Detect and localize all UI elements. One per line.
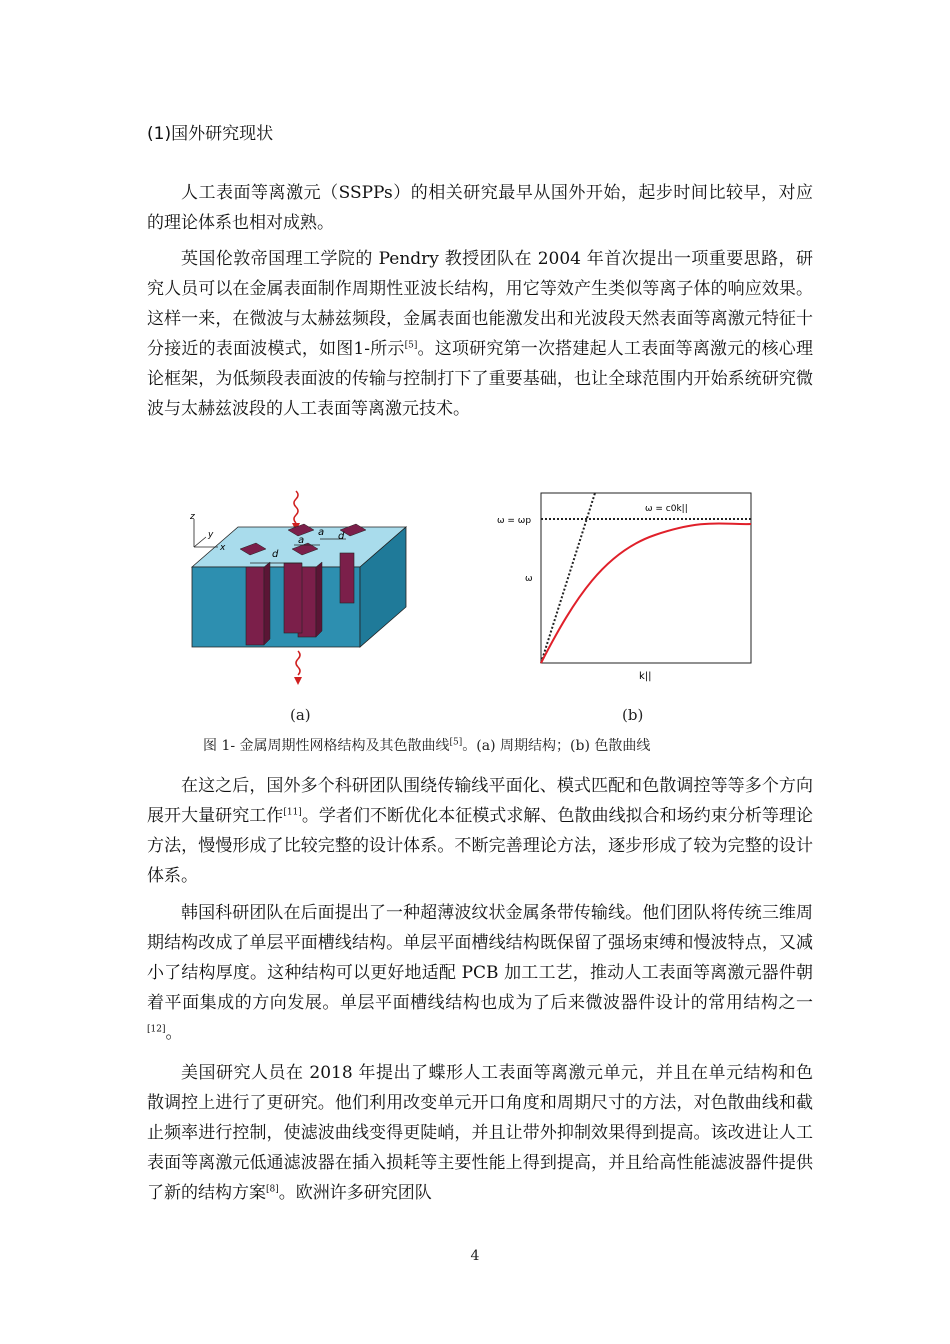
- paragraph-5: [147, 1058, 813, 1208]
- figure-label-b: (b): [622, 706, 644, 724]
- paragraph-2-text: 英国伦敦帝国理工学院的 Pendry 教授团队在 2004 年首次提出一项重要思路，研究人员可以在金属表面制作周期性亚波长结构，用它等效产生类似等离子体的响应效果。这样一来，在微波与太赫兹频段，金属表面也能激发出和光波段天然表面等离激元特征十分接近的表面波模式，如图1-所示: [147, 249, 813, 359]
- metal-pillar-side: [316, 562, 322, 637]
- wp-label: ω = ωp: [497, 516, 532, 526]
- citation-12: [12]: [147, 1024, 166, 1035]
- metal-pillar: [246, 567, 264, 645]
- axis-y-label: y: [208, 530, 214, 540]
- paragraph-4-tail: 。: [165, 1023, 183, 1043]
- arrow-down-icon: [294, 677, 302, 685]
- section-heading: (1)国外研究现状: [147, 124, 274, 144]
- paragraph-1-text: 人工表面等离激元（SSPPs）的相关研究最早从国外开始，起步时间比较早，对应的理论体系也相对成熟。: [147, 183, 813, 233]
- citation-8: [8]: [266, 1184, 279, 1195]
- citation-5: [5]: [404, 340, 418, 351]
- page-number: 4: [470, 1248, 480, 1264]
- label-d2: d: [338, 531, 345, 542]
- dielectric-front: [192, 567, 360, 647]
- figure-caption-text: 图 1- 金属周期性网格结构及其色散曲线: [203, 738, 450, 754]
- label-a1: a: [298, 535, 305, 546]
- label-d1: d: [272, 549, 279, 560]
- figure-b-dispersion-curve: [495, 487, 765, 692]
- paragraph-3: [147, 771, 813, 891]
- paragraph-5-text: 美国研究人员在 2018 年提出了蝶形人工表面等离激元单元，并且在单元结构和色散调控上进行了更研究。他们利用改变单元开口角度和周期尺寸的方法，对色散曲线和截止频率进行控制，使滤波曲线变得更陡峭，并且让带外抑制效果得到提高。该改进让人工表面等离激元低通滤波器在插入损耗等主要性能上得到提高，并且给高性能滤波器件提供了新的结构方案: [147, 1063, 813, 1203]
- figure-caption-citation: [5]: [449, 737, 463, 748]
- figure-a-periodic-structure: [180, 487, 420, 699]
- figure-label-a: (a): [290, 706, 311, 724]
- x-axis-label: k||: [639, 671, 652, 682]
- metal-pillar: [284, 563, 302, 633]
- figure-caption: [203, 735, 650, 755]
- figure-caption-tail: 。(a) 周期结构；(b) 色散曲线: [462, 738, 651, 754]
- paragraph-2: [147, 244, 813, 424]
- label-a2: a: [318, 527, 325, 538]
- paragraph-5-tail: 。欧洲许多研究团队: [278, 1183, 432, 1203]
- paragraph-2-tail: 。这项研究第一次搭建起人工表面等离激元的核心理论框架，为低频段表面波的传输与控制打下了重要基础，也让全球范围内开始系统研究微波与太赫兹波段的人工表面等离激元技术。: [147, 339, 814, 419]
- axis-z-label: z: [190, 512, 195, 522]
- citation-11: [11]: [283, 807, 302, 818]
- metal-pillar-side: [264, 562, 270, 645]
- paragraph-1: [147, 178, 813, 238]
- paragraph-4-text: 韩国科研团队在后面提出了一种超薄波纹状金属条带传输线。他们团队将传统三维周期结构改成了单层平面槽线结构。单层平面槽线结构既保留了强场束缚和慢波特点，又减小了结构厚度。这种结构可以更好地适配 PCB 加工工艺，推动人工表面等离激元器件朝着平面集成的方向发展。单层平面槽线结构也成为了后来微波器件设计的常用结构之一: [147, 903, 813, 1013]
- light-line-label: ω = c0k||: [645, 504, 688, 514]
- metal-pillar: [340, 553, 354, 603]
- y-axis-label: ω: [525, 574, 533, 584]
- paragraph-3-text: 在这之后，国外多个科研团队围绕传输线平面化、模式匹配和色散调控等等多个方向展开大量研究工作: [147, 776, 813, 826]
- paragraph-3-tail: 。学者们不断优化本征模式求解、色散曲线拟合和场约束分析等理论方法，慢慢形成了比较完整的设计体系。不断完善理论方法，逐步形成了较为完整的设计体系。: [147, 806, 814, 886]
- incident-wave-icon: [294, 491, 298, 523]
- axis-x-label: x: [220, 543, 226, 553]
- transmitted-wave-icon: [296, 651, 300, 675]
- paragraph-4: [147, 898, 813, 1048]
